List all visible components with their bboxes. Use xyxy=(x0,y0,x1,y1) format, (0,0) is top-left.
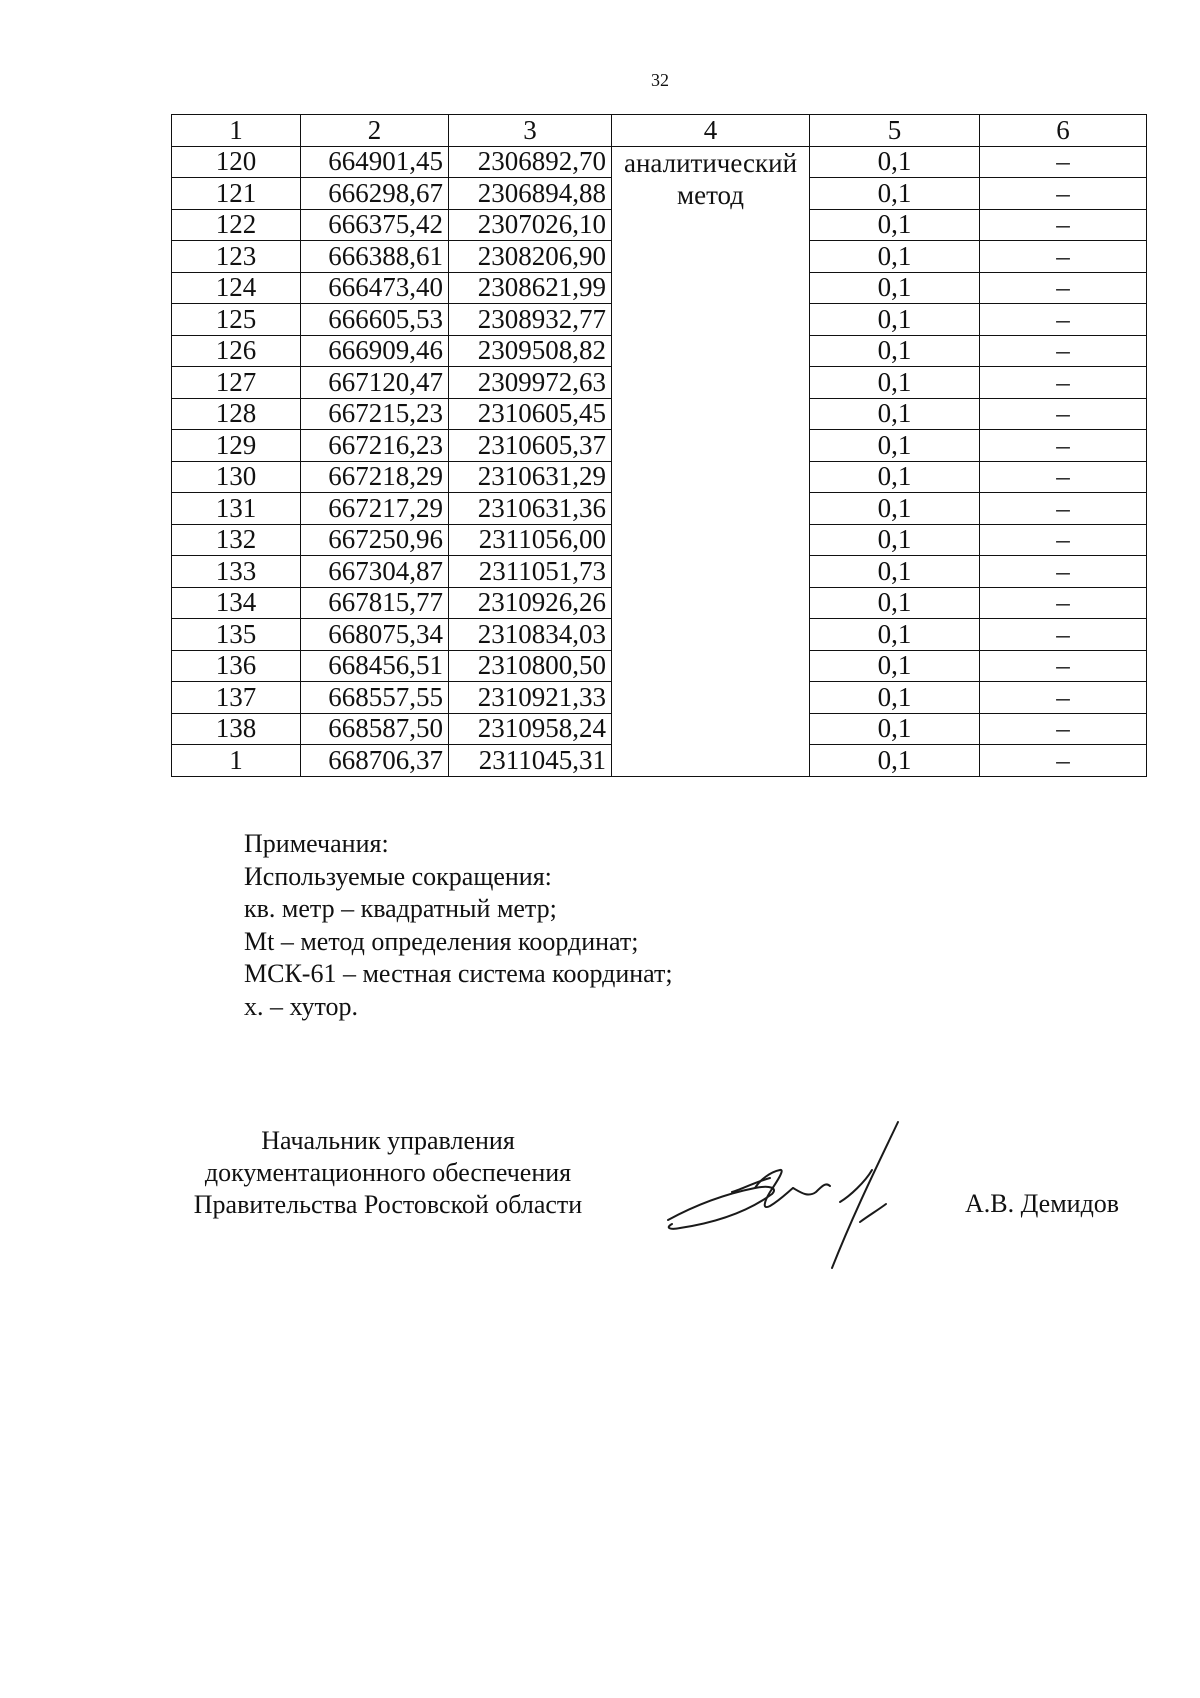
x-coordinate-cell: 667120,47 xyxy=(301,367,449,399)
x-coordinate-cell: 668706,37 xyxy=(301,745,449,777)
x-coordinate-cell: 664901,45 xyxy=(301,146,449,178)
accuracy-cell: 0,1 xyxy=(810,650,980,682)
x-coordinate-cell: 668557,55 xyxy=(301,682,449,714)
point-number-cell: 133 xyxy=(172,556,301,588)
description-cell: – xyxy=(980,272,1147,304)
description-cell: – xyxy=(980,556,1147,588)
point-number-cell: 130 xyxy=(172,461,301,493)
notes-line: МСК-61 – местная система координат; xyxy=(244,959,673,988)
point-number-cell: 136 xyxy=(172,650,301,682)
point-number-cell: 121 xyxy=(172,178,301,210)
y-coordinate-cell: 2309972,63 xyxy=(449,367,612,399)
point-number-cell: 1 xyxy=(172,745,301,777)
y-coordinate-cell: 2310926,26 xyxy=(449,587,612,619)
accuracy-cell: 0,1 xyxy=(810,461,980,493)
accuracy-cell: 0,1 xyxy=(810,587,980,619)
y-coordinate-cell: 2311051,73 xyxy=(449,556,612,588)
accuracy-cell: 0,1 xyxy=(810,209,980,241)
accuracy-cell: 0,1 xyxy=(810,556,980,588)
x-coordinate-cell: 668587,50 xyxy=(301,713,449,745)
accuracy-cell: 0,1 xyxy=(810,398,980,430)
description-cell: – xyxy=(980,335,1147,367)
description-cell: – xyxy=(980,745,1147,777)
notes-line: Используемые сокращения: xyxy=(244,861,552,891)
point-number-cell: 120 xyxy=(172,146,301,178)
description-cell: – xyxy=(980,682,1147,714)
description-cell: – xyxy=(980,146,1147,178)
x-coordinate-cell: 667218,29 xyxy=(301,461,449,493)
x-coordinate-cell: 666388,61 xyxy=(301,241,449,273)
x-coordinate-cell: 668075,34 xyxy=(301,619,449,651)
y-coordinate-cell: 2310605,45 xyxy=(449,398,612,430)
point-number-cell: 123 xyxy=(172,241,301,273)
accuracy-cell: 0,1 xyxy=(810,745,980,777)
y-coordinate-cell: 2309508,82 xyxy=(449,335,612,367)
signer-name: А.В. Демидов xyxy=(965,1189,1120,1218)
point-number-cell: 127 xyxy=(172,367,301,399)
notes-line: кв. метр – квадратный метр; xyxy=(244,894,557,923)
point-number-cell: 126 xyxy=(172,335,301,367)
point-number-cell: 132 xyxy=(172,524,301,556)
description-cell: – xyxy=(980,209,1147,241)
table-row xyxy=(172,146,1147,178)
point-number-cell: 138 xyxy=(172,713,301,745)
accuracy-cell: 0,1 xyxy=(810,619,980,651)
y-coordinate-cell: 2310921,33 xyxy=(449,682,612,714)
coordinates-table xyxy=(171,114,1147,777)
description-cell: – xyxy=(980,524,1147,556)
table-header-row xyxy=(172,115,1147,147)
y-coordinate-cell: 2310834,03 xyxy=(449,619,612,651)
y-coordinate-cell: 2306892,70 xyxy=(449,146,612,178)
x-coordinate-cell: 666605,53 xyxy=(301,304,449,336)
page-number: 32 xyxy=(651,70,669,90)
y-coordinate-cell: 2306894,88 xyxy=(449,178,612,210)
y-coordinate-cell: 2308932,77 xyxy=(449,304,612,336)
point-number-cell: 131 xyxy=(172,493,301,525)
point-number-cell: 125 xyxy=(172,304,301,336)
x-coordinate-cell: 666473,40 xyxy=(301,272,449,304)
point-number-cell: 134 xyxy=(172,587,301,619)
point-number-cell: 129 xyxy=(172,430,301,462)
y-coordinate-cell: 2310605,37 xyxy=(449,430,612,462)
description-cell: – xyxy=(980,367,1147,399)
point-number-cell: 135 xyxy=(172,619,301,651)
description-cell: – xyxy=(980,461,1147,493)
signer-position-line: документационного обеспечения xyxy=(204,1158,572,1187)
column-header: 3 xyxy=(449,115,612,147)
accuracy-cell: 0,1 xyxy=(810,178,980,210)
y-coordinate-cell: 2310800,50 xyxy=(449,650,612,682)
notes-line: Mt – метод определения координат; xyxy=(244,926,639,956)
y-coordinate-cell: 2310631,29 xyxy=(449,461,612,493)
accuracy-cell: 0,1 xyxy=(810,146,980,178)
notes-title: Примечания: xyxy=(244,829,389,858)
description-cell: – xyxy=(980,650,1147,682)
accuracy-cell: 0,1 xyxy=(810,682,980,714)
description-cell: – xyxy=(980,619,1147,651)
description-cell: – xyxy=(980,713,1147,745)
accuracy-cell: 0,1 xyxy=(810,713,980,745)
column-header: 2 xyxy=(301,115,449,147)
accuracy-cell: 0,1 xyxy=(810,524,980,556)
handwritten-signature xyxy=(660,1110,950,1290)
description-cell: – xyxy=(980,178,1147,210)
y-coordinate-cell: 2307026,10 xyxy=(449,209,612,241)
x-coordinate-cell: 668456,51 xyxy=(301,650,449,682)
y-coordinate-cell: 2310631,36 xyxy=(449,493,612,525)
signer-position xyxy=(168,1125,608,1221)
description-cell: – xyxy=(980,304,1147,336)
column-header: 5 xyxy=(810,115,980,147)
y-coordinate-cell: 2308621,99 xyxy=(449,272,612,304)
signer-position-line: Правительства Ростовской области xyxy=(193,1190,583,1219)
x-coordinate-cell: 666909,46 xyxy=(301,335,449,367)
point-number-cell: 124 xyxy=(172,272,301,304)
y-coordinate-cell: 2311045,31 xyxy=(449,745,612,777)
method-line: аналитический xyxy=(623,147,798,178)
accuracy-cell: 0,1 xyxy=(810,335,980,367)
y-coordinate-cell: 2311056,00 xyxy=(449,524,612,556)
point-number-cell: 137 xyxy=(172,682,301,714)
description-cell: – xyxy=(980,430,1147,462)
description-cell: – xyxy=(980,398,1147,430)
table-body xyxy=(172,146,1147,776)
x-coordinate-cell: 667216,23 xyxy=(301,430,449,462)
signer-position-line: Начальник управления xyxy=(261,1126,515,1155)
y-coordinate-cell: 2308206,90 xyxy=(449,241,612,273)
description-cell: – xyxy=(980,493,1147,525)
accuracy-cell: 0,1 xyxy=(810,241,980,273)
x-coordinate-cell: 666298,67 xyxy=(301,178,449,210)
notes-section xyxy=(244,828,673,1023)
notes-line: х. – хутор. xyxy=(244,991,359,1021)
x-coordinate-cell: 667815,77 xyxy=(301,587,449,619)
x-coordinate-cell: 667250,96 xyxy=(301,524,449,556)
x-coordinate-cell: 667217,29 xyxy=(301,493,449,525)
method-line: метод xyxy=(677,179,744,210)
accuracy-cell: 0,1 xyxy=(810,304,980,336)
column-header: 6 xyxy=(980,115,1147,147)
accuracy-cell: 0,1 xyxy=(810,272,980,304)
point-number-cell: 122 xyxy=(172,209,301,241)
y-coordinate-cell: 2310958,24 xyxy=(449,713,612,745)
x-coordinate-cell: 667215,23 xyxy=(301,398,449,430)
description-cell: – xyxy=(980,241,1147,273)
point-number-cell: 128 xyxy=(172,398,301,430)
x-coordinate-cell: 667304,87 xyxy=(301,556,449,588)
x-coordinate-cell: 666375,42 xyxy=(301,209,449,241)
description-cell: – xyxy=(980,587,1147,619)
accuracy-cell: 0,1 xyxy=(810,493,980,525)
accuracy-cell: 0,1 xyxy=(810,367,980,399)
method-cell xyxy=(612,146,810,776)
column-header: 1 xyxy=(172,115,301,147)
column-header: 4 xyxy=(612,115,810,147)
accuracy-cell: 0,1 xyxy=(810,430,980,462)
